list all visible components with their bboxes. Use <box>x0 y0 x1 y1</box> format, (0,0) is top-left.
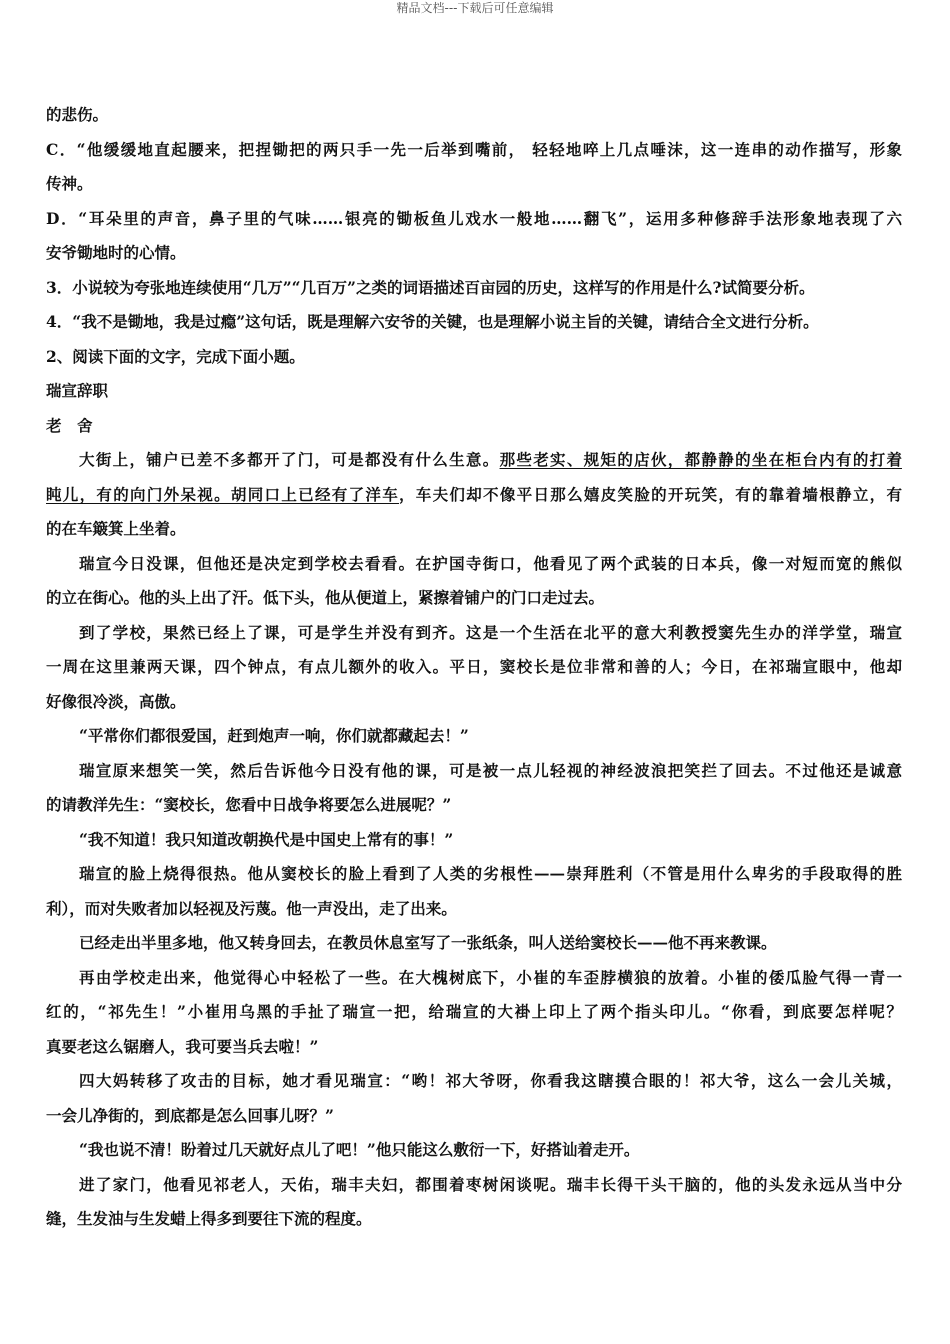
option-c-line-2: 传神。 <box>46 174 93 193</box>
paragraph-line: 的请教洋先生：“窦校长，您看中日战争将要怎么进展呢？” <box>46 795 452 814</box>
paragraph-line: 四大妈转移了攻击的目标，她才看见瑞宣：“哟！祁大爷呀，你看我这瞎摸合眼的！祁大爷，这么一会儿关城， <box>79 1071 902 1090</box>
document-watermark: 精品文档---下载后可任意编辑 <box>396 1 554 15</box>
paragraph-line: 一周在这里兼两天课，四个钟点，有点儿额外的收入。平日，窦校长是位非常和善的人；今日，在祁瑞宣眼中，他却 <box>46 657 902 676</box>
paragraph-line: 再由学校走出来，他觉得心中轻松了一些。在大槐树底下，小崔的车歪脖横狼的放着。小崔的倭瓜脸气得一青一 <box>79 967 902 987</box>
underlined-text: 那些老实、规矩的店伙，都静静的坐在柜台内有的打着 <box>499 450 902 469</box>
paragraph-line: 瑞宣今日没课，但他还是决定到学校去看看。在护国寺街口，他看见了两个武装的日本兵，像一对短而宽的熊似 <box>79 553 902 573</box>
option-c-line-1: C．“他缓缓地直起腰来，把捏锄把的两只手一先一后举到嘴前， 轻轻地啐上几点唾沫，这一连串的动作描写，形象 <box>46 139 902 159</box>
paragraph-line <box>46 478 902 513</box>
paragraph-line: 到了学校，果然已经上了课，可是学生并没有到齐。这是一个生活在北平的意大利教授窦先生办的洋学堂，瑞宣 <box>79 622 902 642</box>
option-d-line-2: 安爷锄地时的心情。 <box>46 243 186 262</box>
paragraph-line: 真要老这么锯磨人，我可要当兵去啦！” <box>46 1036 319 1056</box>
paragraph-line: 进了家门，他看见祁老人，天佑，瑞丰夫妇，都围着枣树闲谈呢。瑞丰长得干头干脑的，他的头发永远从当中分 <box>79 1174 902 1194</box>
dialogue-line: “平常你们都很爱国，赶到炮声一响，你们就都藏起去！” <box>79 726 469 745</box>
paragraph-line <box>46 443 902 478</box>
plain-text: ，车夫们却不像平日那么嬉皮笑脸的开玩笑，有的靠着墙根静立，有 <box>399 484 902 504</box>
plain-text: 大街上，铺户已差不多都开了门，可是都没有什么生意。 <box>79 450 500 469</box>
question-4: 4．“我不是锄地，我是过瘾”这句话，既是理解六安爷的关键，也是理解小说主旨的关键，请结合全文进行分析。 <box>46 312 819 331</box>
question-3: 3．小说较为夸张地连续使用“几万”“几百万”之类的词语描述百亩园的历史，这样写的作用是什么?试简要分析。 <box>46 277 815 297</box>
paragraph-line: 缝，生发油与生发蜡上得多到要往下流的程度。 <box>46 1209 372 1228</box>
paragraph-line: 已经走出半里多地，他又转身回去，在教员休息室写了一张纸条，叫人送给窦校长——他不再来教课。 <box>79 933 777 952</box>
dialogue-line: “我也说不清！盼着过几天就好点儿了吧！”他只能这么敷衍一下，好搭讪着走开。 <box>79 1140 640 1159</box>
paragraph-line: 一会儿净街的，到底都是怎么回事儿呀？” <box>46 1105 334 1125</box>
option-d-line-1: D．“耳朵里的声音，鼻子里的气味……银亮的锄板鱼儿戏水一般地……翻飞”，运用多种修辞手法形象地表现了六 <box>46 208 902 228</box>
passage-title: 瑞宣辞职 <box>46 381 109 400</box>
paragraph-line: 的在车簸箕上坐着。 <box>46 519 186 538</box>
paragraph-line: 瑞宣原来想笑一笑，然后告诉他今日没有他的课，可是被一点儿轻视的神经波浪把笑拦了回去。不过他还是诚意 <box>79 760 902 780</box>
paragraph-line: 好像很冷淡，高傲。 <box>46 691 186 711</box>
underlined-text: 盹儿，有的向门外呆视。胡同口上已经有了洋车 <box>46 484 399 504</box>
section-2-instruction: 2、阅读下面的文字，完成下面小题。 <box>46 346 305 366</box>
passage-author: 老 舍 <box>46 415 93 435</box>
paragraph-line: 利），而对失败者加以轻视及污蔑。他一声没出，走了出来。 <box>46 898 457 918</box>
document-body <box>46 98 902 1237</box>
paragraph-line: 红的，“祁先生！”小崔用乌黑的手扯了瑞宣一把，给瑞宣的大褂上印上了两个指头印儿。“你看，到底要怎样呢？ <box>46 1002 902 1021</box>
text-line: 的悲伤。 <box>46 105 109 124</box>
paragraph-line: 瑞宣的脸上烧得很热。他从窦校长的脸上看到了人类的劣根性——崇拜胜利（不管是用什么卑劣的手段取得的胜 <box>79 864 902 883</box>
dialogue-line: “我不知道！我只知道改朝换代是中国史上常有的事！” <box>79 829 454 849</box>
paragraph-line: 的立在街心。他的头上出了汗。低下头，他从便道上，紧擦着铺户的门口走过去。 <box>46 588 605 607</box>
